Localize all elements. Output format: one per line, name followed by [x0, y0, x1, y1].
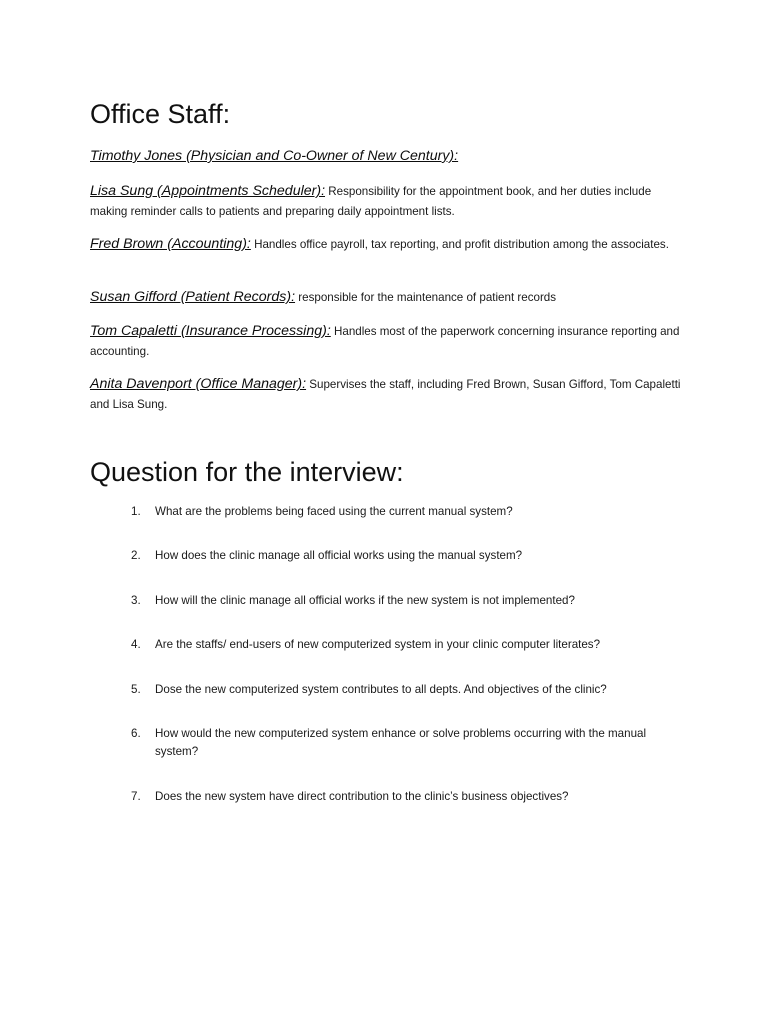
staff-description: responsible for the maintenance of patient records [298, 291, 557, 304]
question-number: 4. [131, 638, 141, 651]
office-staff-heading: Office Staff: [90, 99, 231, 129]
question-item [131, 636, 691, 654]
question-text: How will the clinic manage all official works if the new system is not implemented? [155, 594, 575, 607]
question-text: Dose the new computerized system contributes to all depts. And objectives of the clinic? [155, 683, 607, 696]
question-number: 5. [131, 683, 141, 696]
staff-description: Handles most of the paperwork concerning insurance reporting and accounting. [90, 325, 680, 358]
question-number: 3. [131, 594, 141, 607]
question-item [131, 547, 691, 565]
question-item [131, 681, 691, 699]
question-item [131, 725, 691, 761]
staff-entry-timothy-jones [90, 146, 690, 167]
interview-heading: Question for the interview: [90, 457, 404, 487]
question-item [131, 503, 691, 521]
question-item [131, 788, 691, 806]
staff-description: Supervises the staff, including Fred Brown, Susan Gifford, Tom Capaletti and Lisa Sung. [90, 378, 681, 411]
question-text: How does the clinic manage all official works using the manual system? [155, 549, 523, 562]
staff-entry-anita-davenport [90, 374, 690, 415]
question-text: What are the problems being faced using the current manual system? [155, 505, 513, 518]
question-number: 7. [131, 790, 141, 803]
question-text: How would the new computerized system enhance or solve problems occurring with the manual system? [155, 727, 647, 758]
staff-entry-lisa-sung [90, 181, 690, 222]
staff-description: Handles office payroll, tax reporting, and profit distribution among the associates. [254, 238, 669, 251]
staff-name: Lisa Sung (Appointments Scheduler): [90, 183, 326, 199]
question-number: 2. [131, 549, 141, 562]
staff-entry-susan-gifford [90, 287, 690, 308]
question-item [131, 592, 691, 610]
staff-name: Tom Capaletti (Insurance Processing): [90, 323, 331, 339]
staff-name: Susan Gifford (Patient Records): [90, 289, 296, 305]
question-text: Are the staffs/ end-users of new computerized system in your clinic computer literates? [155, 638, 601, 651]
question-text: Does the new system have direct contribution to the clinic’s business objectives? [155, 790, 569, 803]
question-number: 1. [131, 505, 141, 518]
staff-name: Anita Davenport (Office Manager): [90, 376, 307, 392]
question-number: 6. [131, 727, 141, 740]
staff-entry-tom-capaletti [90, 321, 690, 362]
staff-name: Timothy Jones (Physician and Co-Owner of New Century): [90, 148, 459, 164]
staff-name: Fred Brown (Accounting): [90, 236, 251, 252]
staff-description: Responsibility for the appointment book, and her duties include making reminder calls to patients and preparing daily appointment lists. [90, 185, 652, 218]
staff-entry-fred-brown [90, 234, 690, 255]
